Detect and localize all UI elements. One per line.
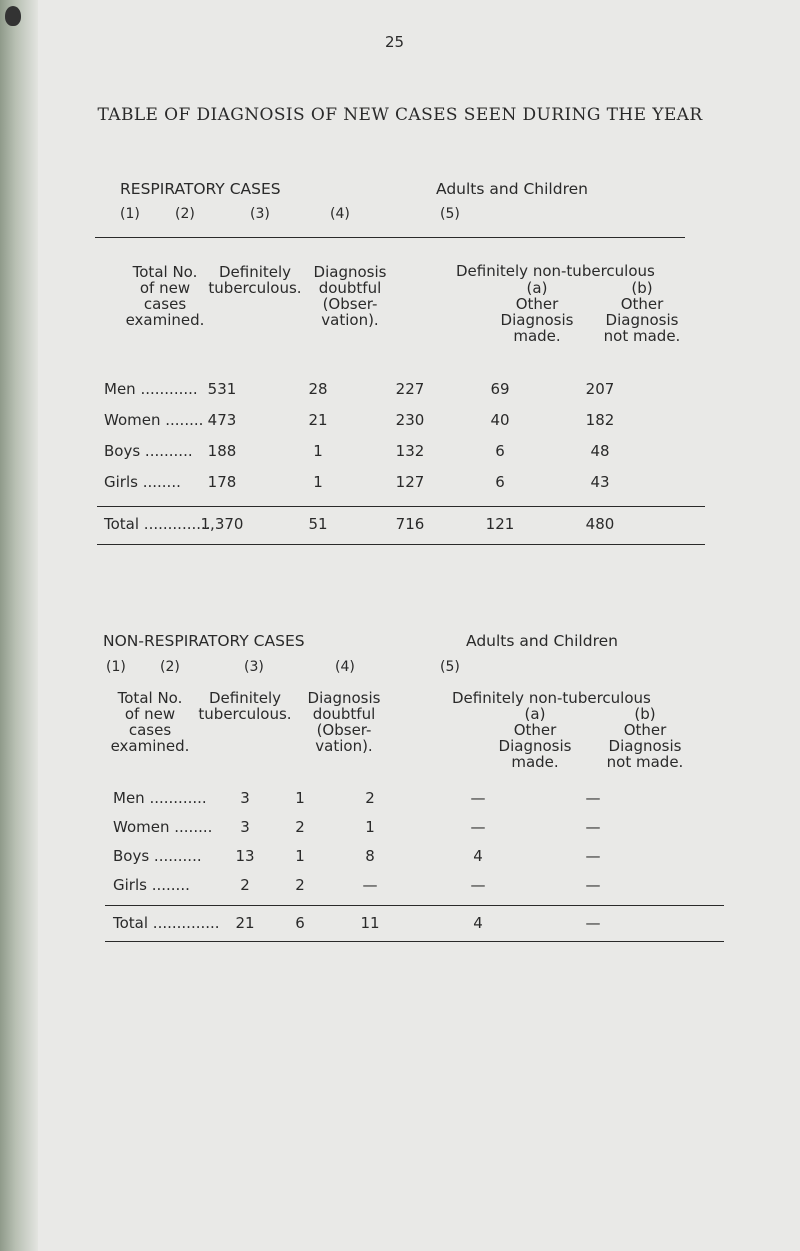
total-cell: 51 — [308, 515, 328, 533]
column-number: (5) — [440, 659, 460, 675]
header-non-tb-a: (a) Other Diagnosis made. — [500, 279, 574, 345]
table-cell: 127 — [395, 473, 425, 491]
header-non-tb-b: (b) Other Diagnosis not made. — [603, 279, 681, 345]
table-cell: — — [585, 876, 601, 894]
table-cell: 2 — [365, 789, 375, 807]
table-cell: 2 — [295, 876, 305, 894]
table-cell: 69 — [490, 380, 510, 398]
header-non-tb-a: (a) Other Diagnosis made. — [498, 705, 572, 771]
total-cell: — — [585, 914, 601, 932]
table-cell: 178 — [207, 473, 237, 491]
total-cell: 21 — [235, 914, 255, 932]
row-label: Boys .......... — [104, 442, 193, 460]
table-cell: — — [362, 876, 378, 894]
header-total-cases: Total No. of new cases examined. — [125, 263, 205, 329]
table-cell: 13 — [235, 847, 255, 865]
column-number: (3) — [244, 659, 264, 675]
total-cell: 4 — [473, 914, 483, 932]
section-heading: NON-RESPIRATORY CASES — [103, 632, 305, 650]
total-rule — [97, 506, 705, 507]
column-number: (4) — [330, 206, 350, 222]
header-diagnosis-doubtful: Diagnosis doubtful (Obser- vation). — [313, 263, 387, 329]
table-cell: 2 — [295, 818, 305, 836]
table-cell: 48 — [590, 442, 610, 460]
header-non-tuberculous-group: Definitely non-tuberculous — [456, 262, 655, 280]
group-label: Adults and Children — [436, 180, 588, 198]
group-label: Adults and Children — [466, 632, 618, 650]
table-cell: 182 — [585, 411, 615, 429]
table-cell: — — [470, 876, 486, 894]
header-diagnosis-doubtful: Diagnosis doubtful (Obser- vation). — [307, 689, 381, 755]
table-cell: 2 — [240, 876, 250, 894]
table-cell: 21 — [308, 411, 328, 429]
table-cell: 1 — [313, 473, 323, 491]
header-rule — [95, 237, 685, 238]
row-label: Men ............ — [104, 380, 198, 398]
header-total-cases: Total No. of new cases examined. — [110, 689, 190, 755]
total-cell: 480 — [585, 515, 615, 533]
column-number: (5) — [440, 206, 460, 222]
table-cell: 132 — [395, 442, 425, 460]
bottom-rule — [105, 941, 724, 942]
table-cell: — — [585, 818, 601, 836]
row-label: Girls ........ — [104, 473, 181, 491]
table-cell: 1 — [295, 789, 305, 807]
table-cell: 3 — [240, 789, 250, 807]
table-cell: 1 — [295, 847, 305, 865]
header-non-tb-b: (b) Other Diagnosis not made. — [606, 705, 684, 771]
row-label: Girls ........ — [113, 876, 190, 894]
column-number: (3) — [250, 206, 270, 222]
column-number: (4) — [335, 659, 355, 675]
total-cell: 11 — [360, 914, 380, 932]
table-cell: 1 — [365, 818, 375, 836]
table-cell: 531 — [207, 380, 237, 398]
column-number: (2) — [175, 206, 195, 222]
row-label: Boys .......... — [113, 847, 202, 865]
bottom-rule — [97, 544, 705, 545]
table-cell: — — [585, 789, 601, 807]
scan-edge — [0, 0, 38, 1251]
header-definitely-tuberculous: Definitely tuberculous. — [198, 689, 292, 723]
row-label: Women ........ — [113, 818, 213, 836]
total-cell: 1,370 — [200, 515, 244, 533]
table-cell: 40 — [490, 411, 510, 429]
total-cell: 716 — [395, 515, 425, 533]
total-row-label: Total .............. — [113, 914, 220, 932]
total-row-label: Total .............. — [104, 515, 211, 533]
table-cell: 6 — [495, 473, 505, 491]
table-cell: — — [470, 818, 486, 836]
column-number: (1) — [120, 206, 140, 222]
total-rule — [105, 905, 724, 906]
table-cell: 227 — [395, 380, 425, 398]
table-cell: 28 — [308, 380, 328, 398]
table-cell: — — [470, 789, 486, 807]
table-cell: 4 — [473, 847, 483, 865]
table-cell: 3 — [240, 818, 250, 836]
row-label: Women ........ — [104, 411, 204, 429]
table-cell: 207 — [585, 380, 615, 398]
column-number: (1) — [106, 659, 126, 675]
header-definitely-tuberculous: Definitely tuberculous. — [208, 263, 302, 297]
section-heading: RESPIRATORY CASES — [120, 180, 281, 198]
binding-mark — [5, 6, 21, 26]
total-cell: 121 — [485, 515, 515, 533]
table-cell: 230 — [395, 411, 425, 429]
page-title: TABLE OF DIAGNOSIS OF NEW CASES SEEN DURING THE YEAR — [97, 105, 703, 125]
page-number: 25 — [385, 33, 405, 51]
table-cell: 188 — [207, 442, 237, 460]
row-label: Men ............ — [113, 789, 207, 807]
table-cell: 6 — [495, 442, 505, 460]
header-non-tuberculous-group: Definitely non-tuberculous — [452, 689, 651, 707]
table-cell: — — [585, 847, 601, 865]
table-cell: 473 — [207, 411, 237, 429]
total-cell: 6 — [295, 914, 305, 932]
table-cell: 43 — [590, 473, 610, 491]
column-number: (2) — [160, 659, 180, 675]
table-cell: 1 — [313, 442, 323, 460]
table-cell: 8 — [365, 847, 375, 865]
